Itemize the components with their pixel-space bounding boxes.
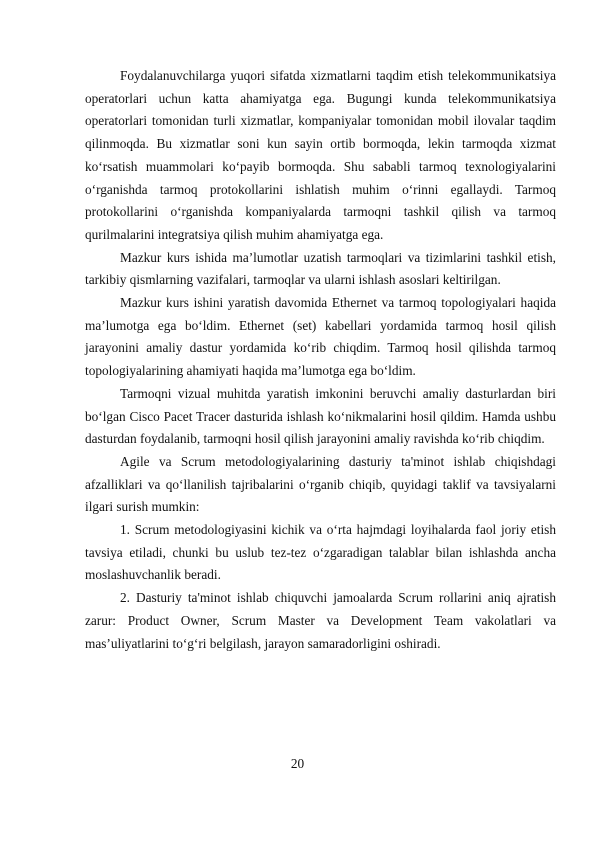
paragraph-course-summary: Mazkur kurs ishida ma’lumotlar uzatish tarmoqlari va tizimlarini tashkil etish, tarkibiy qismlarning vazifalari, tarmoqlar va ularni ishlash asoslari keltirilgan.: [85, 249, 556, 288]
document-body: [85, 65, 556, 655]
page-number: 20: [290, 756, 305, 771]
paragraph-intro: Foydalanuvchilarga yuqori sifatda xizmatlarni taqdim etish telekommunikatsiya operatorlari uchun katta ahamiyatga ega. Bugungi kunda telekommunikatsiya operatorlari tomonidan turli xizmatlar, kompaniyalar tomonidan mobil ilovalar taqdim qilinmoqda. Bu xizmatlar soni kun sayin ortib bormoqda, lekin tarmoqda xizmat ko‘rsatish muammolari ko‘payib bormoqda. Shu sababli tarmoq texnologiyalarini o‘rganishda tarmoq protokollarini ishlatish muhim o‘rinni egallaydi. Tarmoq protokollarini o‘rganishda kompaniyalarda tarmoqni tashkil qilish va tarmoq qurilmalarini integratsiya qilish muhim ahamiyatga ega.: [85, 68, 556, 242]
paragraph-agile-scrum: Agile va Scrum metodologiyalarining dasturiy ta'minot ishlab chiqishdagi afzalliklari va qo‘llanilish tajribalarini o‘rganib chiqib, quyidagi taklif va tavsiyalarni ilgari surish mumkin:: [85, 453, 556, 515]
paragraph-cisco-packet-tracer: Tarmoqni vizual muhitda yaratish imkonini beruvchi amaliy dasturlardan biri bo‘lgan Cisco Pacet Tracer dasturida ishlash ko‘nikmalarini hosil qildim. Hamda ushbu dasturdan foydalanib, tarmoqni hosil qilish jarayonini amaliy ravishda ko‘rib chiqdim.: [85, 385, 556, 447]
paragraph-recommendation-2: 2. Dasturiy ta'minot ishlab chiquvchi jamoalarda Scrum rollarini aniq ajratish zarur: Product Owner, Scrum Master va Development Team vakolatlari va mas’uliyatlarini to‘g‘ri belgilash, jarayon samaradorligini oshiradi.: [85, 590, 556, 651]
paragraph-recommendation-1: 1. Scrum metodologiyasini kichik va o‘rta hajmdagi loyihalarda faol joriy etish tavsiya etiladi, chunki bu uslub tez-tez o‘zgaradigan talablar bilan ishlashda ancha moslashuvchanlik beradi.: [85, 522, 556, 583]
paragraph-ethernet: Mazkur kurs ishini yaratish davomida Ethernet va tarmoq topologiyalari haqida ma’lumotga ega bo‘ldim. Ethernet (set) kabellari yordamida tarmoq hosil qilish jarayonini amaliy dastur yordamida ko‘rib chiqdim. Tarmoq hosil qilishda tarmoq topologiyalarining ahamiyati haqida ma’lumotga ega bo‘ldim.: [85, 295, 556, 379]
